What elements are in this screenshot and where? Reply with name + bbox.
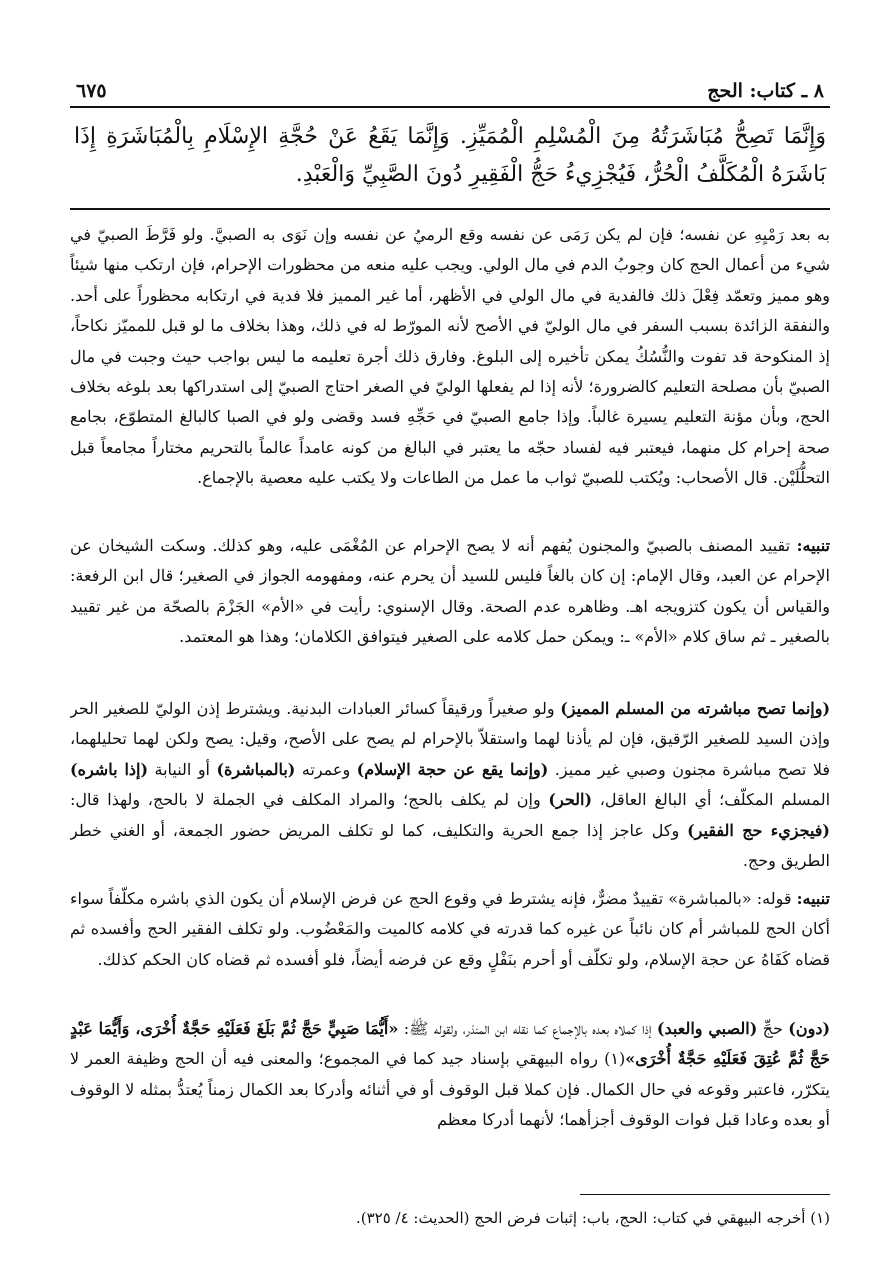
- matn-quote: (وإنما يقع عن حجة الإسلام): [356, 759, 549, 779]
- matn-text: وَإِنَّمَا تَصِحُّ مُبَاشَرَتُهُ مِنَ الْمُسْلِمِ الْمُمَيِّزِ. وَإِنَّمَا يَقَعُ عَنْ حُجَّةِ الإِسْلَامِ بِالْمُبَاشَرَةِ إِذَا بَاشَرَهُ الْمُكَلَّفُ الْحُرُّ، فَيُجْزِيءُ حَجُّ الْفَقِيرِ دُونَ الصَّبِيِّ وَالْعَبْدِ.: [70, 108, 830, 210]
- note-label: تنبيه:: [796, 889, 830, 908]
- paragraph-text: وعمرته: [295, 759, 357, 779]
- chapter-title: ٨ ـ كتاب: الحج: [707, 80, 824, 102]
- matn-quote: (دون): [788, 1019, 830, 1038]
- paragraph-text: وإن لم يكلف بالحج؛ والمراد المكلف في الجملة لا بالحج، ولهذا قال:: [70, 790, 549, 810]
- matn-quote: (الحر): [548, 790, 593, 810]
- paragraph-text: أو النيابة: [148, 759, 217, 779]
- running-header: [70, 72, 830, 108]
- commentary-body: [70, 210, 830, 1138]
- matn-quote: (بالمباشرة): [216, 759, 296, 779]
- page-number: ٦٧٥: [76, 80, 107, 102]
- paragraph-text: تقييد المصنف بالصبيّ والمجنون يُفهم أنه لا يصح الإحرام عن المُغْمَى عليه، وهو كذلك. وسكت الشيخان عن الإحرام عن العبد، وقال الإمام: إن كان بالغاً فليس للسيد أن يحرم عنه، ومفهومه الجواز في الصغير؛ قال ابن الرفعة: والقياس أن يكون كتزويجه اهـ. وظاهره عدم الصحة. وقال الإسنوي: رأيت في «الأم» الجَزْمَ بالصحّة من غير تقييد بالصغير ـ ثم ساق كلام «الأم» ـ: ويمكن حمل كلامه على الصغير فيتوافق الكلامان؛ وهذا هو المعتمد.: [70, 536, 830, 647]
- paragraph-text: قوله: «بالمباشرة» تقييدٌ مضرٌّ، فإنه يشترط في وقوع الحج عن فرض الإسلام أن يكون الذي باشره مكلّفاً سواء أكان الحج للمباشر أم كان نائباً عن غيره كما قدرته في كلامه كالميت والمَعْضُوب. ولو تكلف الفقير الحج وأفسده ثم قضاه كَفَاهُ عن حجة الإسلام، ولو تكلّف أو أحرم بنَفْلٍ وقع عن فرضه أيضاً، فلو أفسده ثم قضاه كان الحكم كذلك.: [70, 889, 830, 969]
- paragraph-text: (١) رواه البيهقي بإسناد جيد كما في المجموع؛ والمعنى فيه أن الحج وظيفة العمر لا يتكرّر، فاعتبر وقوعه في حال الكمال. فإن كملا قبل الوقوف أو في أثنائه وأدركا بعد الكمال زمناً يُعتدُّ بمثله لا الوقوف أو بعده وعادا قبل فوات الوقوف أجزأهما؛ لأنهما أدركا معظم: [70, 1049, 830, 1130]
- matn-quote: (الصبي والعبد): [656, 1019, 758, 1038]
- hadith-quote: «أَيُّمَا صَبِيٍّ حَجَّ ثُمَّ بَلَغَ فَعَلَيْهِ حَجَّةٌ أُخْرَى، وَأَيُّمَا عَبْدٍ حَجَّ ثُمَّ عُتِقَ فَعَلَيْهِ حَجَّةٌ أُخْرَى»: [70, 1019, 830, 1069]
- note-label: تنبيه:: [796, 536, 830, 555]
- paragraph-text: المسلم المكلّف؛ أي البالغ العاقل،: [592, 790, 830, 810]
- paragraph: به بعد رَمْيِهِ عن نفسه؛ فإن لم يكن رَمَى عن نفسه وقع الرميُ عن نفسه وإن نَوَى به الصبيَّ. ولو فَرَّطَ الصبيّ في شيء من أعمال الحج كان وجوبُ الدم في مال الولي. ويجب عليه منعه من محظورات الإحرام، فإن ارتكب منها شيئاً وهو مميز وتعمّد فِعْلَ ذلك فالفدية في مال الولي في الأظهر، أما غير المميز فلا فدية في ارتكابه محظوراً على أحد. والنفقة الزائدة بسبب السفر في مال الوليّ في الأصح لأنه المورّط له في ذلك، وهذا بخلاف ما لو قبل للمميّز نكاحاً، إذ المنكوحة قد تفوت والنُّسُكُ يمكن تأخيره إلى البلوغ. وفارق ذلك أجرة تعليمه ما ليس بواجب حيث وجبت في مال الصبيّ بأن مصلحة التعليم كالضرورة؛ لأنه إذا لم يفعلها الوليّ في الصغر احتاج الصبيّ إلى استدراكها بعد بلوغه بخلاف الحج، وبأن مؤنة التعليم يسيرة غالباً. وإذا جامع الصبيّ في حَجِّهِ فسد وقضى ولو في الصبا كالبالغ المتطوّع، بجامع صحة إحرام كل منهما، فيعتبر فيه لفساد حجّه ما يعتبر في البالغ من كونه عامداً عالماً بالتحريم مختاراً مجامعاً قبل التحلُّلَيْن. قال الأصحاب: ويُكتب للصبيّ ثواب ما عمل من الطاعات ولا يكتب عليه معصية بالإجماع.: [70, 225, 830, 488]
- paragraph: [70, 531, 830, 688]
- paragraph: [70, 694, 830, 878]
- paragraph-text: إذا كملاه بعده بالإجماع كما نقله ابن المنذر، ولقوله ﷺ:: [398, 1019, 657, 1038]
- paragraph-text: حجِّ: [757, 1019, 789, 1038]
- matn-quote: (فيجزيء حج الفقير): [687, 820, 830, 840]
- matn-quote: (إذا باشره): [70, 759, 149, 779]
- footnote-divider: [580, 1194, 830, 1195]
- paragraph: [70, 884, 830, 1008]
- paragraph-text: وكل عاجز إذا جمع الحرية والتكليف، كما لو تكلف المريض حضور الجمعة، أو الغني خطر الطريق وحج.: [70, 820, 830, 871]
- paragraph-text: ولو صغيراً ورقيقاً كسائر العبادات البدنية. ويشترط إذن الوليّ للصغير الحر وإذن السيد للصغير الرّقيق، فإن لم يأذنا لهما واستقلاّ بالإحرام لم يصح على الأصح، وقيل: يصح ولكن لهما تحليلهما، فلا تصح مباشرة مجنون وصبي غير مميز.: [70, 699, 830, 779]
- page: [70, 72, 830, 1227]
- paragraph: [70, 1014, 830, 1138]
- matn-quote: (وإنما تصح مباشرته من المسلم المميز): [560, 699, 830, 718]
- footnote: (١) أخرجه البيهقي في كتاب: الحج، باب: إثبات فرض الحج (الحديث: ٤/ ٣٢٥).: [355, 1209, 830, 1227]
